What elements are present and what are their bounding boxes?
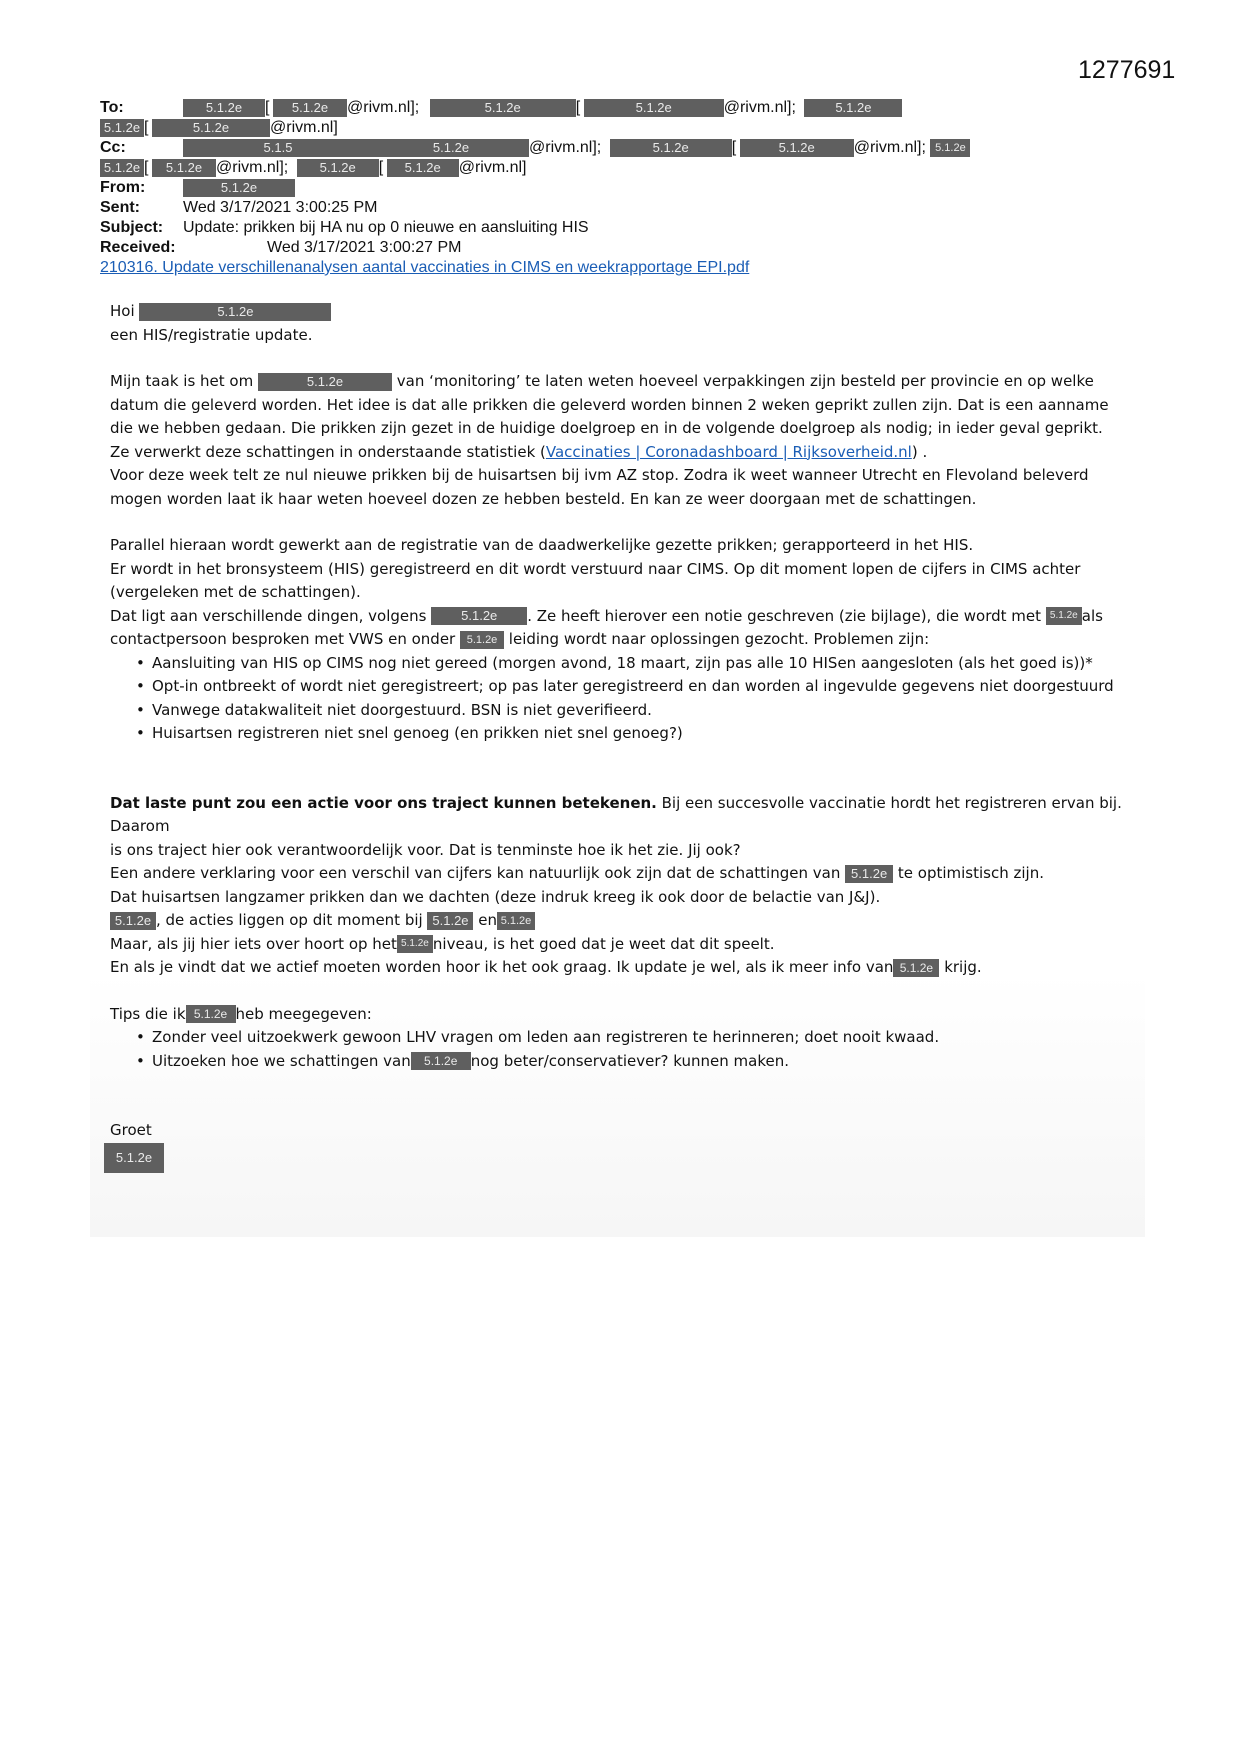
text: leiding wordt naar oplossingen gezocht. Problemen zijn: [508, 630, 930, 648]
redaction: 5.1.2e [411, 1052, 471, 1070]
cc-row: Cc: 5.1.5 5.1.2e @rivm.nl]; 5.1.2e [ 5.1.2e @rivm.nl]; 5.1.2e [100, 138, 1160, 158]
cc-label: Cc: [100, 139, 126, 156]
redaction: 5.1.2e [152, 119, 270, 137]
line-daarom: Daarom [110, 817, 170, 835]
redaction: 5.1.2e [100, 159, 144, 177]
text: Maar, als jij hier iets over hoort op het [110, 934, 397, 953]
list-item: • Zonder veel uitzoekwerk gewoon LHV vragen om leden aan registreren te herinneren; doet nooit kwaad. [152, 1026, 1125, 1050]
subject-row [100, 218, 1160, 238]
dashboard-link[interactable]: Vaccinaties | Coronadashboard | Rijksoverheid.nl [545, 442, 912, 461]
redaction: 5.1.2e [893, 959, 939, 977]
text: En als je vindt dat we actief moeten worden hoor ik het ook graag. Ik update je wel, als ik meer info van [110, 958, 894, 976]
redaction: 5.1.2e [100, 119, 144, 137]
redaction: 5.1.2e [104, 1143, 164, 1173]
redaction: 5.1.2e [297, 159, 379, 177]
to-row: To: 5.1.2e [ 5.1.2e @rivm.nl]; 5.1.2e [ 5.1.2e @rivm.nl]; 5.1.2e [100, 98, 1160, 118]
document-number: 1277691 [1078, 56, 1176, 84]
redaction: 5.1.2e [460, 631, 504, 649]
message-body [90, 292, 1145, 1237]
cc-row-cont: 5.1.2e [ 5.1.2e @rivm.nl]; 5.1.2e [ 5.1.2e @rivm.nl] [100, 158, 1160, 178]
subject-value: Update: prikken bij HA nu op 0 nieuwe en aansluiting HIS [183, 219, 589, 236]
text: . Ze heeft hierover een notie geschreven (zie bijlage), die wordt met [527, 606, 1042, 625]
line-active [110, 956, 1125, 980]
email-suffix: @rivm.nl]; [216, 159, 289, 176]
tips-list [110, 1026, 1125, 1073]
email-header [100, 98, 1160, 278]
redaction: 5.1.2e [183, 179, 295, 197]
sent-value: Wed 3/17/2021 3:00:25 PM [183, 199, 378, 216]
list-item: • Opt-in ontbreekt of wordt niet geregistreert; op pas later geregistreerd en dan worden al ingevulde gegevens niet doorgestuurd [152, 675, 1125, 699]
received-label: Received: [100, 239, 176, 256]
tips-intro [110, 1003, 1125, 1027]
greeting: Hoi [110, 302, 135, 320]
text: van ‘monitoring’ te laten weten hoeveel verpakkingen zijn besteld per provincie en op welke datum die geleverd worden. Het idee is dat alle prikken die geleverd worden binnen 2 weken geprikt zullen zijn. Dat is een aanname die we hebben gedaan. Die prikken zijn gezet in de huidige doelgroep en in de volgende doelgroep als nodig; in ieder geval geprikt. Ze verwerkt deze schattingen in onderstaande statistiek ( [110, 372, 1109, 461]
from-label: From: [100, 179, 146, 196]
received-value: Wed 3/17/2021 3:00:27 PM [267, 239, 462, 256]
line-explanation [110, 862, 1125, 886]
text: als contactpersoon besproken met VWS en onder [110, 606, 1103, 648]
text: , de acties liggen op dit moment bij [156, 911, 423, 929]
email-suffix: @rivm.nl]; [529, 139, 602, 156]
paragraph-week: Voor deze week telt ze nul nieuwe prikken bij de huisartsen bij ivm AZ stop. Zodra ik weet wanneer Utrecht en Flevoland beleverd mogen worden laat ik haar weten hoeveel dozen ze hebben besteld. En kan ze weer doorgaan met de schattingen. [110, 466, 1089, 508]
greeting-line [110, 300, 1125, 324]
redaction: 5.1.2e [610, 139, 732, 157]
line-responsible: is ons traject hier ook verantwoordelijk voor. Dat is tenminste hoe ik het zie. Jij ook? [110, 840, 741, 859]
sent-row [100, 198, 1160, 218]
problems-list [110, 652, 1125, 746]
paragraph-causes [110, 605, 1125, 652]
paragraph-monitoring [110, 370, 1125, 464]
redaction: 5.1.2e [740, 139, 854, 157]
redaction: 5.1.2e [397, 935, 433, 953]
redaction: 5.1.2e [431, 607, 527, 625]
text: Een andere verklaring voor een verschil van cijfers kan natuurlijk ook zijn dat de schattingen van [110, 864, 841, 882]
redaction: 5.1.2e [186, 1005, 236, 1023]
text: krijg. [944, 958, 982, 976]
to-label: To: [100, 99, 124, 116]
line-level [110, 933, 1125, 957]
text: heb meegegeven: [235, 1004, 372, 1023]
redaction: 5.1.5 [183, 139, 373, 157]
line-actions [110, 909, 1125, 933]
redaction: 5.1.2e [110, 912, 156, 930]
text: Dat ligt aan verschillende dingen, volgens [110, 606, 427, 625]
redaction: 5.1.2e [152, 159, 216, 177]
text: en [478, 911, 497, 929]
email-suffix: @rivm.nl]; [853, 139, 926, 156]
text: te optimistisch zijn. [897, 864, 1044, 882]
redaction: 5.1.2e [373, 139, 529, 157]
line-gp: Dat huisartsen langzamer prikken dan we dachten (deze indruk kreeg ik ook door de belactie van J&J). [110, 887, 881, 906]
paragraph-parallel: Parallel hieraan wordt gewerkt aan de registratie van de daadwerkelijke gezette prikken; gerapporteerd in het HIS. [110, 536, 974, 554]
attachment-link[interactable]: 210316. Update verschillenanalysen aantal vaccinaties in CIMS en weekrapportage EPI.pdf [100, 259, 750, 276]
list-item: • Huisartsen registreren niet snel genoeg (en prikken niet snel genoeg?) [152, 722, 1125, 746]
redaction: 5.1.2e [804, 99, 902, 117]
list-item: • Vanwege datakwaliteit niet doorgestuurd. BSN is niet geverifieerd. [152, 699, 1125, 723]
bold-text: Dat laste punt zou een actie voor ons traject kunnen betekenen. [110, 793, 657, 812]
text: nog beter/conservatiever? kunnen maken. [470, 1051, 789, 1070]
text: Uitzoeken hoe we schattingen van [152, 1051, 411, 1070]
signature-line [110, 1143, 1125, 1173]
from-row [100, 178, 1160, 198]
redaction: 5.1.2e [497, 912, 535, 930]
text: ) . [911, 442, 928, 461]
redaction: 5.1.2e [258, 373, 392, 391]
redaction: 5.1.2e [183, 99, 265, 117]
paragraph-action [110, 792, 1125, 816]
intro: een HIS/registratie update. [110, 325, 313, 344]
attachment-row [100, 258, 1160, 278]
email-suffix: @rivm.nl]; [723, 99, 796, 116]
text: Bij een succesvolle vaccinatie hordt het registreren ervan bij. [656, 793, 1122, 812]
subject-label: Subject: [100, 219, 164, 236]
redaction: 5.1.2e [273, 99, 347, 117]
sent-label: Sent: [100, 199, 140, 216]
text: Mijn taak is het om [110, 372, 254, 390]
text: Tips die ik [110, 1004, 186, 1023]
email-suffix: @rivm.nl] [270, 119, 338, 136]
text: niveau, is het goed dat je weet dat dit speelt. [432, 934, 775, 953]
redaction: 5.1.2e [387, 159, 459, 177]
closing: Groet [110, 1121, 152, 1139]
email-suffix: @rivm.nl] [458, 159, 527, 176]
redaction: 5.1.2e [430, 99, 576, 117]
list-item [152, 1050, 1125, 1074]
redaction: 5.1.2e [845, 865, 893, 883]
received-row [100, 238, 1160, 258]
to-row-cont: 5.1.2e [ 5.1.2e @rivm.nl] [100, 118, 1160, 138]
paragraph-bronsysteem: Er wordt in het bronsysteem (HIS) geregistreerd en dit wordt verstuurd naar CIMS. Op dit moment lopen de cijfers in CIMS achter (vergeleken met de schattingen). [110, 559, 1081, 601]
list-item: • Aansluiting van HIS op CIMS nog niet gereed (morgen avond, 18 maart, zijn pas alle 10 HISen aangesloten (als het goed is))* [152, 652, 1125, 676]
redaction: 5.1.2e [584, 99, 724, 117]
redaction: 5.1.2e [139, 303, 331, 321]
redaction: 5.1.2e [427, 912, 473, 930]
email-suffix: @rivm.nl]; [347, 99, 420, 116]
redaction: 5.1.2e [930, 139, 970, 157]
redaction: 5.1.2e [1046, 607, 1082, 625]
